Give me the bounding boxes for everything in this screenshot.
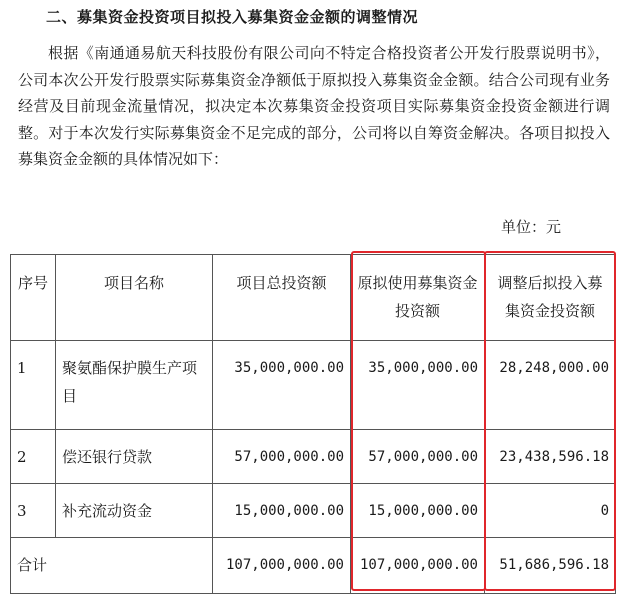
table-row	[11, 430, 616, 484]
header-cell: 项目名称	[56, 255, 213, 341]
table-row	[11, 341, 616, 430]
table-header-row	[11, 255, 616, 341]
header-cell: 项目总投资额	[213, 255, 351, 341]
total-investment: 35,000,000.00	[213, 341, 351, 430]
adjusted-amount: 0	[485, 484, 616, 538]
total-label: 合计	[11, 538, 213, 594]
project-name: 补充流动资金	[56, 484, 213, 538]
table-total-row	[11, 538, 616, 594]
table-row	[11, 484, 616, 538]
unit-label: 单位：元	[501, 218, 562, 236]
fund-allocation-table	[10, 254, 616, 594]
adjusted-amount: 51,686,596.18	[485, 538, 616, 594]
row-number: 1	[11, 341, 56, 430]
body-paragraph	[18, 40, 610, 173]
original-amount: 57,000,000.00	[351, 430, 485, 484]
original-amount: 35,000,000.00	[351, 341, 485, 430]
header-cell: 调整后拟投入募集资金投资额	[485, 255, 616, 341]
adjusted-amount: 23,438,596.18	[485, 430, 616, 484]
original-amount: 107,000,000.00	[351, 538, 485, 594]
section-heading: 二、募集资金投资项目拟投入募集资金金额的调整情况	[46, 8, 419, 26]
project-name: 偿还银行贷款	[56, 430, 213, 484]
row-number: 3	[11, 484, 56, 538]
total-investment: 15,000,000.00	[213, 484, 351, 538]
header-cell: 原拟使用募集资金投资额	[351, 255, 485, 341]
header-cell: 序号	[11, 255, 56, 341]
row-number: 2	[11, 430, 56, 484]
total-investment: 57,000,000.00	[213, 430, 351, 484]
original-amount: 15,000,000.00	[351, 484, 485, 538]
adjusted-amount: 28,248,000.00	[485, 341, 616, 430]
total-investment: 107,000,000.00	[213, 538, 351, 594]
project-name: 聚氨酯保护膜生产项目	[56, 341, 213, 430]
paragraph-text: 根据《南通通易航天科技股份有限公司向不特定合格投资者公开发行股票说明书》，公司本次公开发行股票实际募集资金净额低于原拟投入募集资金金额。结合公司现有业务经营及目前现金流量情况，拟决定本次募集资金投资项目实际募集资金投资金额进行调整。对于本次发行实际募集资金不足完成的部分，公司将以自筹资金解决。各项目拟投入募集资金金额的具体情况如下：	[18, 44, 610, 168]
